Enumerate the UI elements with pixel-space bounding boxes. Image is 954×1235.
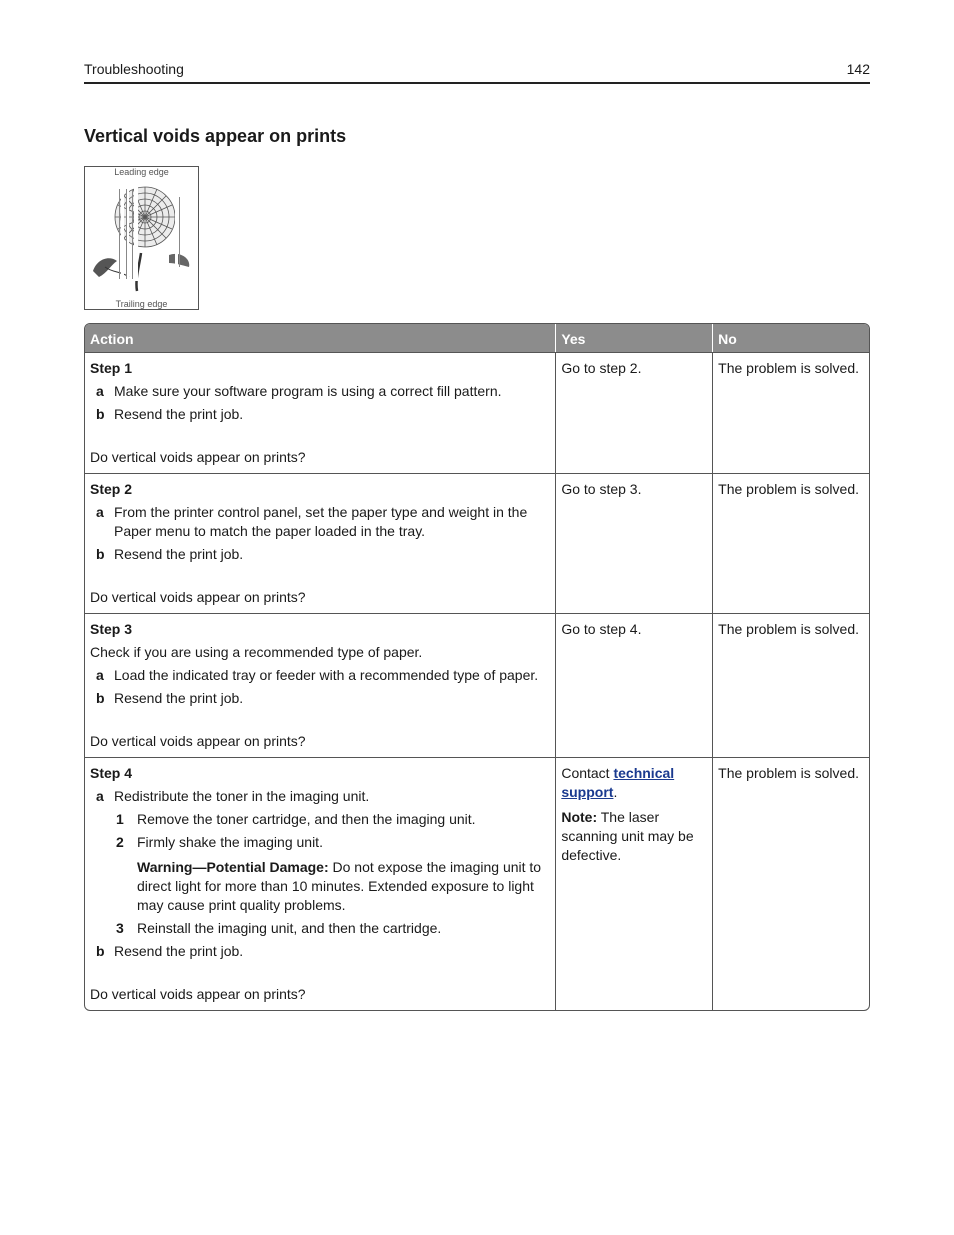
page-number: 142: [846, 61, 870, 77]
trailing-edge-label: Trailing edge: [115, 299, 168, 309]
list-item: b Resend the print job.: [96, 406, 244, 422]
warning-note: [90, 858, 550, 915]
table-header-row: [85, 324, 869, 352]
warning-text: Do not expose the imaging unit to direct light for more than 10 minutes. Extended exposure to light may cause print quality problems.: [137, 859, 542, 913]
list-item: b Resend the print job.: [96, 943, 244, 959]
step-intro: Check if you are using a recommended type of paper.: [90, 644, 423, 660]
action-cell: [85, 613, 555, 757]
list-item: a Redistribute the toner in the imaging unit.: [96, 788, 370, 804]
table-row: [85, 613, 869, 757]
column-header-no: No: [712, 324, 869, 352]
print-defect-illustration: [84, 166, 199, 310]
sub-list-item: 1 Remove the toner cartridge, and then the imaging unit.: [116, 811, 476, 827]
list-item: a Load the indicated tray or feeder with a recommended type of paper.: [96, 667, 539, 683]
flower-print-image: [85, 167, 198, 309]
step-question: Do vertical voids appear on prints?: [90, 986, 306, 1002]
step-title: Step 3: [90, 621, 133, 637]
table-row: [85, 473, 869, 613]
list-item: b Resend the print job.: [96, 546, 244, 562]
no-cell: The problem is solved.: [712, 613, 869, 757]
table-row: [85, 352, 869, 473]
note-text: The laser scanning unit may be defective.: [561, 809, 694, 863]
warning-label: Warning—Potential Damage:: [137, 859, 329, 875]
step-title: Step 1: [90, 360, 133, 376]
column-header-yes: Yes: [555, 324, 712, 352]
list-item: a Make sure your software program is using a correct fill pattern.: [96, 383, 502, 399]
leading-edge-label: Leading edge: [114, 167, 169, 177]
no-cell: The problem is solved.: [712, 352, 869, 473]
yes-cell: Contact technical support. Note: The laser scanning unit may be defective.: [555, 757, 712, 1010]
page-title: Vertical voids appear on prints: [84, 126, 347, 146]
no-cell: The problem is solved.: [712, 473, 869, 613]
action-cell: [85, 473, 555, 613]
troubleshooting-table: [84, 323, 870, 1011]
sub-list-item: 3 Reinstall the imaging unit, and then the cartridge.: [116, 920, 442, 936]
action-cell: [85, 352, 555, 473]
contact-prefix: Contact: [561, 765, 610, 781]
action-cell: [85, 757, 555, 1010]
technical-support-link[interactable]: technical support: [561, 765, 675, 800]
step-question: Do vertical voids appear on prints?: [90, 733, 306, 749]
step-title: Step 2: [90, 481, 133, 497]
yes-cell: Go to step 3.: [555, 473, 712, 613]
column-header-action: Action: [85, 324, 555, 352]
note-label: Note:: [561, 809, 598, 825]
sub-list-item: 2 Firmly shake the imaging unit.: [116, 834, 323, 850]
section-title: Troubleshooting: [84, 61, 184, 77]
yes-cell: Go to step 4.: [555, 613, 712, 757]
table-row: [85, 757, 869, 1010]
no-cell: The problem is solved.: [712, 757, 869, 1010]
step-question: Do vertical voids appear on prints?: [90, 589, 306, 605]
yes-cell: Go to step 2.: [555, 352, 712, 473]
list-item: a From the printer control panel, set the paper type and weight in the Paper menu to match the paper loaded in the tray.: [96, 504, 528, 539]
list-item: b Resend the print job.: [96, 690, 244, 706]
yes-note: [561, 808, 707, 865]
page-header: [84, 60, 870, 84]
step-question: Do vertical voids appear on prints?: [90, 449, 306, 465]
step-title: Step 4: [90, 765, 133, 781]
